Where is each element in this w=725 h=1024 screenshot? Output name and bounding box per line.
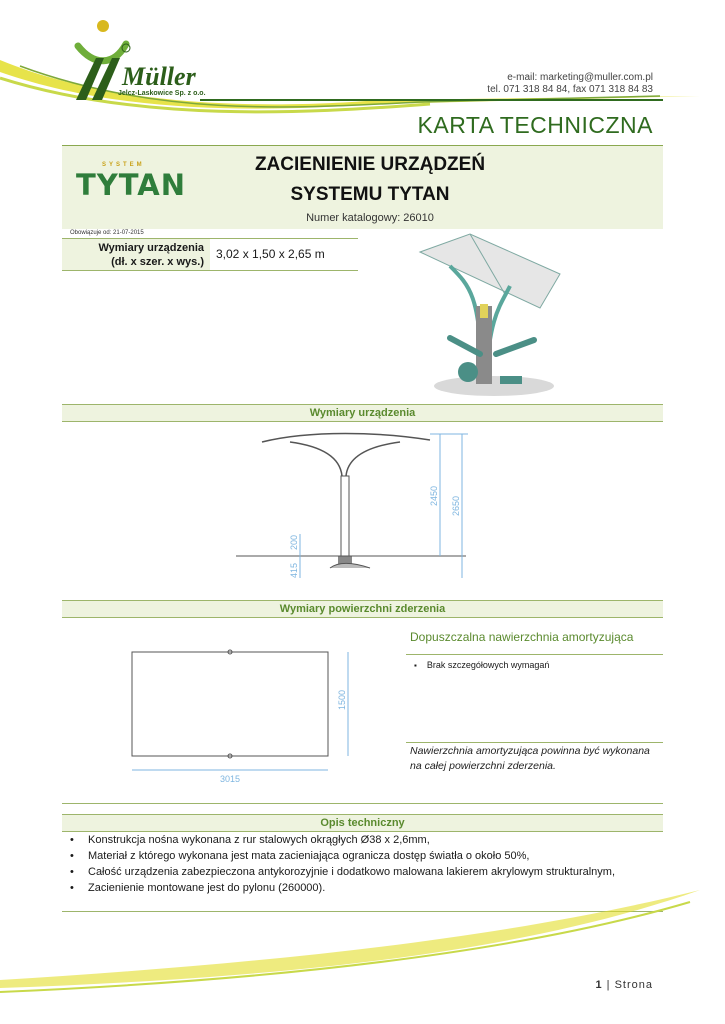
- surface-divider-bottom: [406, 742, 663, 743]
- contact-block: [487, 72, 653, 96]
- surface-divider-top: [406, 654, 663, 655]
- surface-item: ▪ Brak szczegółowych wymagań: [414, 660, 550, 670]
- side-dimension-drawing: [230, 426, 480, 586]
- tech-item: • Całość urządzenia zabezpieczona antykorozyjnie i dodatkowo malowana lakierem akrylowym strukturalnym,: [62, 864, 662, 880]
- label-impact-width: 3015: [220, 774, 241, 784]
- section-dimensions-bar: Wymiary urządzenia: [62, 404, 663, 422]
- footer-swoosh: [0, 880, 725, 1024]
- contact-email: e-mail: marketing@muller.com.pl: [507, 72, 653, 83]
- tech-item: • Konstrukcja nośna wykonana z rur stalowych okrągłych Ø38 x 2,6mm,: [62, 832, 662, 848]
- label-200: 200: [289, 534, 299, 550]
- label-impact-height: 1500: [337, 689, 347, 710]
- product-title-line2: SYSTEMU TYTAN: [290, 184, 450, 205]
- dimensions-label-2: (dł. x szer. x wys.): [111, 256, 204, 268]
- page-footer: [595, 979, 653, 991]
- section-tech-bar: Opis techniczny: [62, 814, 663, 832]
- label-2450: 2450: [429, 485, 439, 506]
- tech-item: • Zacienienie montowane jest do pylonu (260000).: [62, 880, 662, 896]
- logo-brand-name: Müller: [122, 62, 196, 91]
- surface-heading: Dopuszczalna nawierzchnia amortyzująca: [410, 630, 634, 644]
- catalog-number: Numer katalogowy: 26010: [306, 212, 434, 224]
- divider-before-tech: [62, 803, 663, 804]
- document-title: KARTA TECHNICZNA: [417, 112, 653, 138]
- dimensions-value-cell: [210, 238, 358, 271]
- dimensions-value: 3,02 x 1,50 x 2,65 m: [216, 247, 325, 261]
- surface-note: Nawierzchnia amortyzująca powinna być wykonana na całej powierzchni zderzenia.: [410, 745, 650, 772]
- dimensions-label-1: Wymiary urządzenia: [98, 242, 204, 254]
- tytan-logo-word: TYTAN: [76, 168, 187, 202]
- tytan-logo-system: SYSTEM: [102, 162, 145, 168]
- contact-phone: tel. 071 318 84 84, fax 071 318 84 83: [487, 84, 653, 95]
- tech-item: • Materiał z którego wykonana jest mata zacieniająca ogranicza dostęp światła o około 50%,: [62, 848, 662, 864]
- product-render: [410, 226, 570, 402]
- product-title-line1: ZACIENIENIE URZĄDZEŃ: [254, 154, 486, 175]
- tytan-logo: [76, 160, 196, 210]
- dimensions-label-cell: [62, 238, 210, 271]
- surface-item-text: Brak szczegółowych wymagań: [426, 660, 550, 670]
- page-number: 1: [595, 979, 603, 991]
- page-word: | Strona: [606, 979, 653, 991]
- label-2650: 2650: [451, 495, 461, 516]
- impact-area-drawing: [120, 640, 360, 790]
- label-415: 415: [289, 562, 299, 578]
- section-impact-bar: Wymiary powierzchni zderzenia: [62, 600, 663, 618]
- valid-from: Obowiązuje od: 21-07-2015: [70, 230, 144, 236]
- logo-subtitle: Jelcz-Laskowice Sp. z o.o.: [118, 90, 206, 97]
